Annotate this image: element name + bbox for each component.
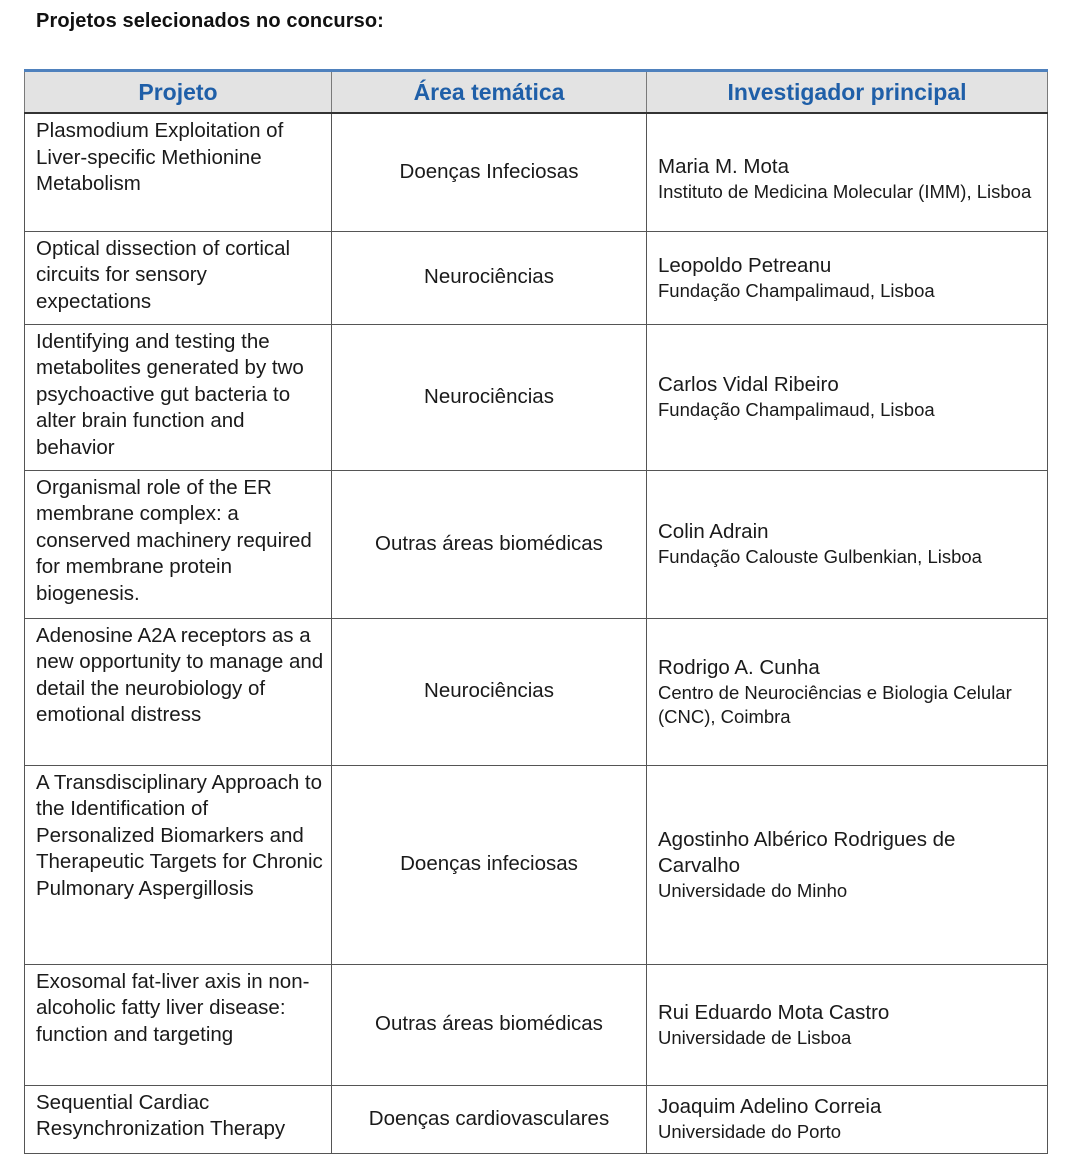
project-cell: Sequential Cardiac Resynchronization Therapy — [25, 1085, 332, 1153]
project-cell: A Transdisciplinary Approach to the Identification of Personalized Biomarkers and Therapeutic Targets for Chronic Pulmonary Aspergillosis — [25, 765, 332, 964]
area-cell: Neurociências — [332, 618, 647, 765]
investigator-name: Rui Eduardo Mota Castro — [658, 1000, 890, 1024]
table-row — [25, 231, 1048, 324]
investigator-institution: Instituto de Medicina Molecular (IMM), Lisboa — [658, 181, 1032, 203]
area-cell: Outras áreas biomédicas — [332, 964, 647, 1085]
investigator-institution: Centro de Neurociências e Biologia Celular (CNC), Coimbra — [658, 681, 1012, 727]
column-header-area: Área temática — [332, 71, 647, 114]
column-header-investigator: Investigador principal — [647, 71, 1048, 114]
investigator-cell — [647, 470, 1048, 618]
table-row — [25, 324, 1048, 470]
investigator-institution: Fundação Champalimaud, Lisboa — [658, 399, 935, 420]
project-cell: Adenosine A2A receptors as a new opportunity to manage and detail the neurobiology of emotional distress — [25, 618, 332, 765]
table-row — [25, 113, 1048, 231]
area-cell: Doenças cardiovasculares — [332, 1085, 647, 1153]
investigator-cell — [647, 324, 1048, 470]
column-header-project: Projeto — [25, 71, 332, 114]
area-cell: Outras áreas biomédicas — [332, 470, 647, 618]
project-cell: Exosomal fat-liver axis in non-alcoholic fatty liver disease: function and targeting — [25, 964, 332, 1085]
investigator-name: Leopoldo Petreanu — [658, 253, 832, 277]
investigator-institution: Universidade do Minho — [658, 879, 848, 901]
project-cell: Plasmodium Exploitation of Liver-specific Methionine Metabolism — [25, 113, 332, 231]
table-row — [25, 765, 1048, 964]
projects-table — [24, 69, 1048, 1154]
investigator-cell — [647, 113, 1048, 231]
investigator-institution: Fundação Champalimaud, Lisboa — [658, 279, 935, 301]
investigator-cell — [647, 1085, 1048, 1153]
investigator-cell — [647, 618, 1048, 765]
table-row — [25, 470, 1048, 618]
investigator-institution: Fundação Calouste Gulbenkian, Lisboa — [658, 546, 982, 567]
table-row — [25, 618, 1048, 765]
investigator-name: Agostinho Albérico Rodrigues de Carvalho — [658, 827, 956, 877]
project-cell: Optical dissection of cortical circuits for sensory expectations — [25, 231, 332, 324]
investigator-name: Maria M. Mota — [658, 155, 789, 179]
project-cell: Identifying and testing the metabolites generated by two psychoactive gut bacteria to alter brain function and behavior — [25, 324, 332, 470]
project-cell: Organismal role of the ER membrane complex: a conserved machinery required for membrane protein biogenesis. — [25, 470, 332, 618]
area-cell: Doenças Infeciosas — [332, 113, 647, 231]
investigator-institution: Universidade de Lisboa — [658, 1026, 852, 1048]
investigator-name: Colin Adrain — [658, 520, 769, 543]
investigator-name: Carlos Vidal Ribeiro — [658, 373, 839, 396]
table-header-row — [25, 71, 1048, 114]
page-heading: Projetos selecionados no concurso: — [36, 10, 384, 32]
area-cell: Neurociências — [332, 231, 647, 324]
investigator-cell — [647, 964, 1048, 1085]
investigator-cell — [647, 765, 1048, 964]
investigator-cell — [647, 231, 1048, 324]
investigator-institution: Universidade do Porto — [658, 1121, 842, 1142]
area-cell: Doenças infeciosas — [332, 765, 647, 964]
investigator-name: Joaquim Adelino Correia — [658, 1095, 882, 1118]
table-row — [25, 964, 1048, 1085]
investigator-name: Rodrigo A. Cunha — [658, 655, 820, 679]
table-row — [25, 1085, 1048, 1153]
area-cell: Neurociências — [332, 324, 647, 470]
